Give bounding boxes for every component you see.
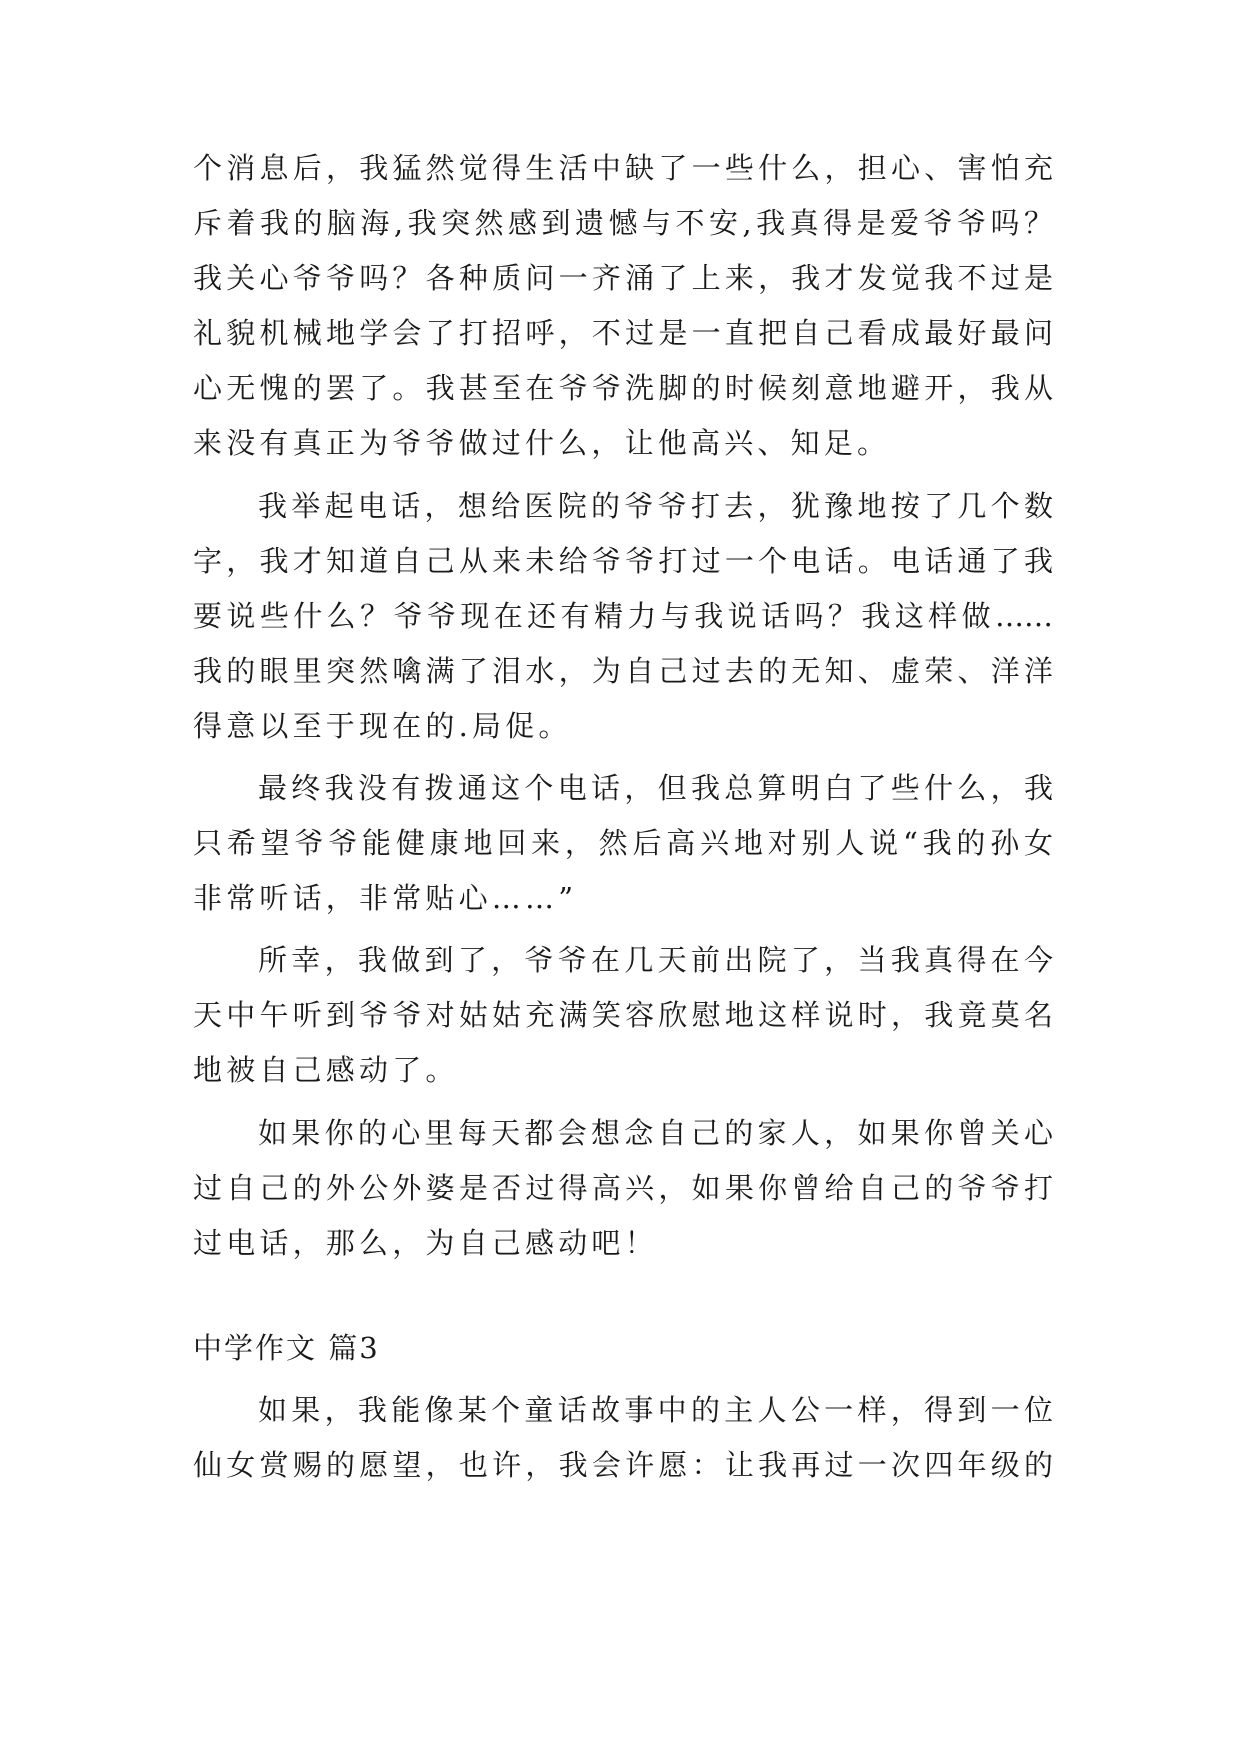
text-line: 礼貌机械地学会了打招呼，不过是一直把自己看成最好最问 [193,316,1053,350]
text-line: 过自己的外公外婆是否过得高兴，如果你曾给自己的爷爷打 [193,1171,1053,1205]
text-line: 得意以至于现在的.局促。 [193,709,572,743]
text-line: 斥着我的脑海,我突然感到遗憾与不安,我真得是爱爷爷吗？ [193,206,1053,240]
text-line: 最终我没有拨通这个电话，但我总算明白了些什么，我 [258,771,1053,805]
text-line: 我举起电话，想给医院的爷爷打去，犹豫地按了几个数 [258,489,1053,523]
text-line: 字，我才知道自己从来未给爷爷打过一个电话。电话通了我 [193,544,1053,578]
text-line: 所幸，我做到了，爷爷在几天前出院了，当我真得在今 [258,943,1053,977]
text-line: 来没有真正为爷爷做过什么，让他高兴、知足。 [193,426,891,460]
text-line: 要说些什么？爷爷现在还有精力与我说话吗？我这样做…… [193,599,1053,633]
text-line: 如果你的心里每天都会想念自己的家人，如果你曾关心 [258,1116,1053,1150]
text-line: 我关心爷爷吗？各种质问一齐涌了上来，我才发觉我不过是 [193,261,1053,295]
text-line: 天中午听到爷爷对姑姑充满笑容欣慰地这样说时，我竟莫名 [193,998,1053,1032]
section-heading: 中学作文 篇3 [193,1331,380,1365]
text-line: 心无愧的罢了。我甚至在爷爷洗脚的时候刻意地避开，我从 [193,371,1053,405]
text-line: 地被自己感动了。 [193,1053,459,1087]
text-line: 仙女赏赐的愿望，也许，我会许愿：让我再过一次四年级的 [193,1448,1053,1482]
text-line: 我的眼里突然噙满了泪水，为自己过去的无知、虚荣、洋洋 [193,654,1053,688]
text-line: 只希望爷爷能健康地回来，然后高兴地对别人说“我的孙女 [193,826,1053,860]
text-line: 过电话，那么，为自己感动吧！ [193,1226,658,1260]
text-line: 个消息后，我猛然觉得生活中缺了一些什么，担心、害怕充 [193,151,1053,185]
text-line: 非常听话，非常贴心……” [193,881,578,915]
text-line: 如果，我能像某个童话故事中的主人公一样，得到一位 [258,1393,1053,1427]
